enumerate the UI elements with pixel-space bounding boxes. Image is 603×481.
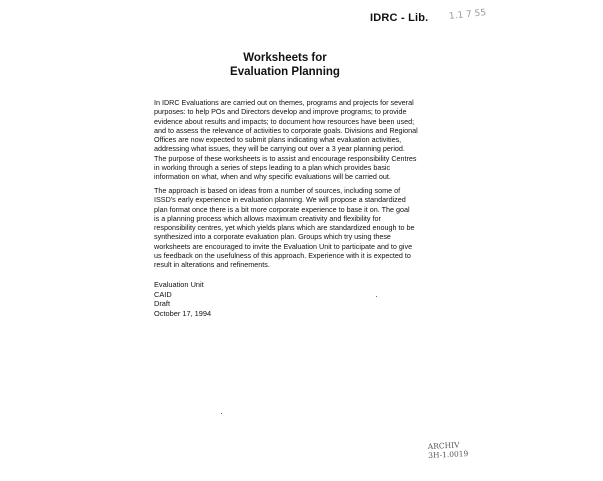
text-line: In IDRC Evaluations are carried out on themes, programs and projects for several bbox=[154, 98, 414, 107]
signature-line: Evaluation Unit bbox=[154, 280, 204, 289]
text-line: is a planning process which allows maximum creativity and flexibility for bbox=[154, 213, 381, 223]
archive-handwritten-note bbox=[428, 440, 469, 460]
text-line: ISSD's early experience in evaluation planning. We will propose a standardized bbox=[154, 195, 406, 205]
text-line: The approach is based on ideas from a number of sources, including some of bbox=[154, 186, 401, 195]
text-line: purposes: to help POs and Directors develop and improve programs; to provide bbox=[154, 107, 407, 117]
text-line: result in alterations and refinements. bbox=[154, 260, 270, 270]
library-stamp: IDRC - Lib. bbox=[370, 12, 429, 24]
text-line: plan format once there is a bit more corporate experience to base it on. The goal bbox=[154, 204, 410, 214]
paragraph-intro bbox=[154, 98, 474, 182]
text-line: responsibility centres, yet which yields plans which are standardized enough to be bbox=[154, 223, 415, 233]
title-line: Evaluation Planning bbox=[230, 66, 340, 78]
text-line: The purpose of these worksheets is to assist and encourage responsibility Centres bbox=[154, 153, 417, 163]
signature-line: Draft bbox=[154, 299, 171, 309]
text-line: worksheets are encouraged to invite the Evaluation Unit to participate and to give bbox=[154, 241, 413, 251]
text-line: Offices are now expected to submit plans indicating what evaluation activities, bbox=[154, 135, 402, 145]
archive-line: 3H-1.0019 bbox=[428, 448, 469, 461]
document-title bbox=[160, 51, 410, 79]
signature-line: CAID bbox=[154, 289, 172, 299]
paragraph-approach bbox=[154, 186, 474, 270]
text-line: and to assess the relevance of activities to corporate goals. Divisions and Regional bbox=[154, 125, 418, 135]
archive-line: ARCHIV bbox=[427, 440, 460, 452]
text-line: evidence about results and impacts; to document how resources have been used; bbox=[154, 116, 415, 126]
title-line: Worksheets for bbox=[243, 52, 327, 64]
text-line: synthesized into a corporate evaluation plan. Groups which try using these bbox=[154, 232, 391, 242]
text-line: us feedback on the usefulness of this approach. Experience with it is expected to bbox=[154, 251, 411, 261]
text-line: in working through a series of steps leading to a plan which provides basic bbox=[154, 163, 391, 173]
signature-date: October 17, 1994 bbox=[154, 308, 212, 318]
text-line: information on what, when and why specific evaluations will be carried out. bbox=[154, 172, 391, 182]
text-line: addressing what issues, they will be carrying out over a 3 year planning period. bbox=[154, 144, 405, 154]
handwritten-top-note: 1.1 7 55 bbox=[448, 8, 487, 22]
signature-block bbox=[154, 280, 211, 318]
scan-speck bbox=[376, 296, 377, 297]
scan-speck bbox=[221, 413, 222, 414]
